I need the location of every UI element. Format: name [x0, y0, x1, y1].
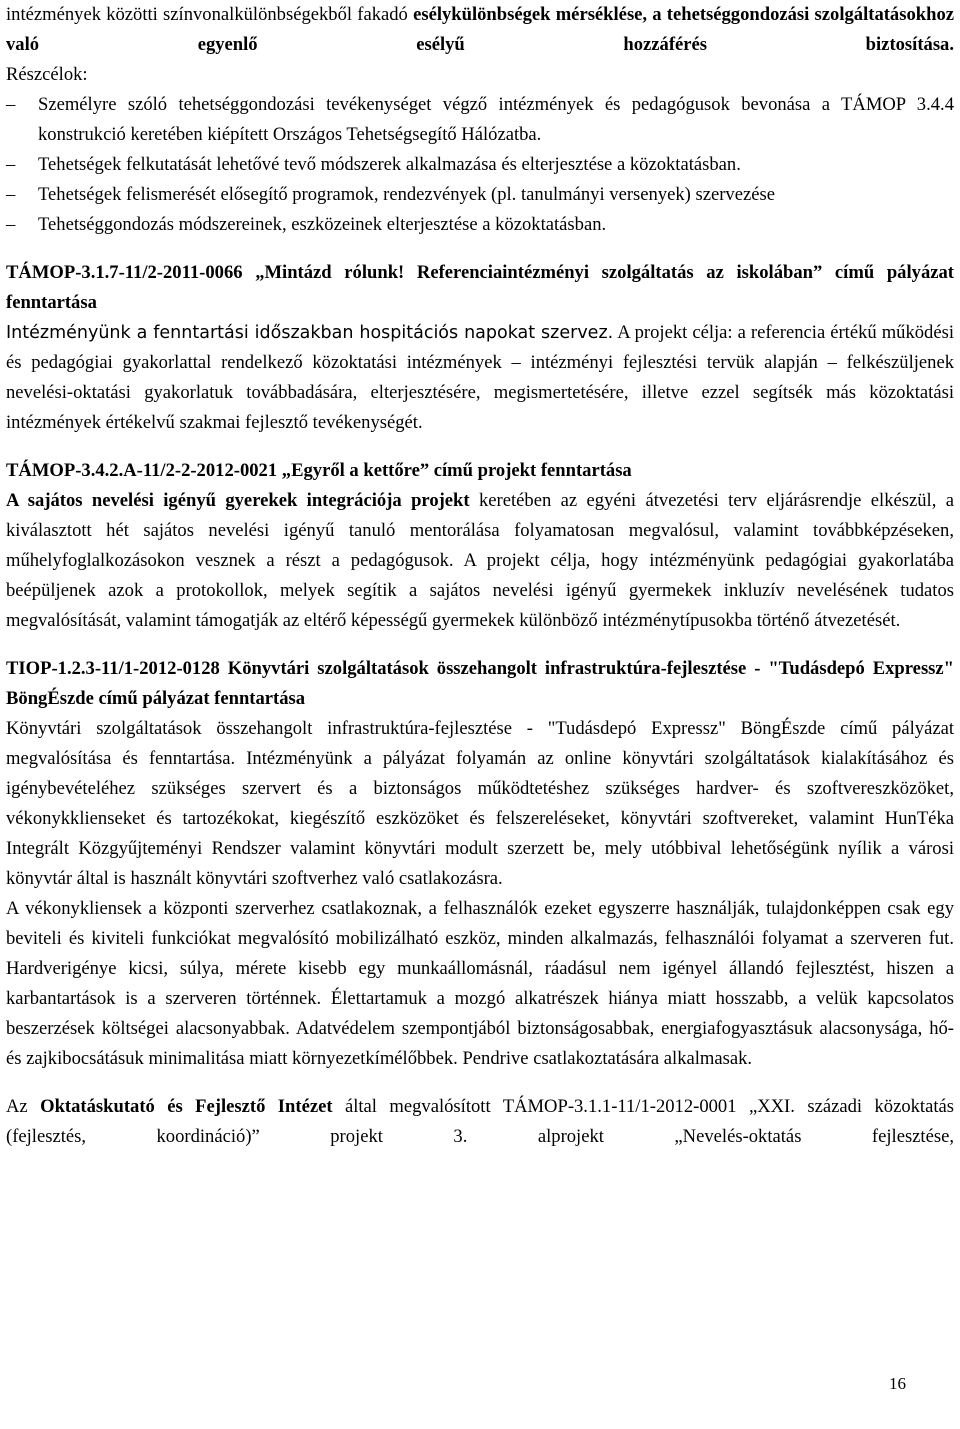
dash-bullet: –	[6, 94, 16, 115]
list-item	[6, 150, 954, 180]
section-body-sans: Intézményünk a fenntartási időszakban hospitációs napokat szervez.	[6, 323, 614, 343]
section-paragraph: A vékonykliensek a központi szerverhez csatlakoznak, a felhasználók ezeket egyszerre használják, tulajdonképpen csak egy beviteli és kiviteli funkciókat megvalósító mobilizálható eszköz, minden alkalmazás, felhasználói folyamat a szerveren fut. Hardverigénye kicsi, súlya, mérete kisebb egy munkaállomásnál, ráadásul nem igényel állandó fejlesztést, hiszen a karbantartások is a szerveren történnek. Élettartamuk a mozgó alkatrészek hiánya miatt hosszabb, a velük kapcsolatos beszerzések költségei alacsonyabbak. Adatvédelem szempontjából biztonságosabbak, energiafogyasztásuk alacsonysága, hő- és zajkibocsátásuk minimalitása miatt környezetkímélőbbek. Pendrive csatlakoztatására alkalmasak.	[6, 898, 954, 1069]
section-suffix: által megvalósított TÁMOP-3.1.1-11/1-2012-0001 „XXI. századi közoktatás (fejlesztés, koordináció)” projekt 3. alprojekt „Nevelés-oktatás fejlesztése,	[6, 1096, 954, 1147]
dash-bullet: –	[6, 184, 16, 205]
section-title: TIOP-1.2.3-11/1-2012-0128 Könyvtári szolgáltatások összehangolt infrastruktúra-fejlesztése - "Tudásdepó Expressz" BöngÉszde című pályázat fenntartása	[6, 658, 954, 709]
dash-bullet: –	[6, 214, 16, 235]
list-item	[6, 90, 954, 150]
subgoals-label: Részcélok:	[6, 64, 88, 85]
section-body-serif: A projekt célja: a referencia értékű működési és pedagógiai gyakorlattal rendelkező közoktatási intézmények – intézményi fejlesztési tervük alapján – felkészüljenek nevelési-oktatási gyakorlatuk továbbadására, elterjesztésére, megismertetésére, illetve ezzel segítsék más közoktatási intézmények értékelvű szakmai fejlesztő tevékenységét.	[6, 322, 955, 433]
dash-bullet: –	[6, 154, 16, 175]
list-item-text: Tehetséggondozás módszereinek, eszközeinek elterjesztése a közoktatásban.	[38, 214, 607, 235]
intro-paragraph	[6, 0, 954, 60]
list-item-text: Személyre szóló tehetséggondozási tevékenységet végző intézmények és pedagógusok bevonása a TÁMOP 3.4.4 konstrukció keretében kiépített Országos Tehetségsegítő Hálózatba.	[38, 94, 954, 145]
page-number: 16	[889, 1374, 906, 1393]
list-item-text: Tehetségek felismerését elősegítő programok, rendezvények (pl. tanulmányi versenyek) szervezése	[38, 184, 775, 205]
section-paragraph	[6, 1092, 954, 1152]
intro-bold-text: esélykülönbségek mérséklése, a tehetséggondozási szolgáltatásokhoz való egyenlő esélyű hozzáférés biztosítása.	[6, 4, 954, 55]
list-item-text: Tehetségek felkutatását lehetővé tevő módszerek alkalmazása és elterjesztése a közoktatásban.	[38, 154, 741, 175]
list-item	[6, 210, 954, 240]
spacer	[6, 240, 954, 258]
list-item	[6, 180, 954, 210]
intro-text: intézmények közötti színvonalkülönbségekből fakadó	[6, 4, 414, 25]
section-title: TÁMOP-3.1.7-11/2-2011-0066 „Mintázd rólunk! Referenciaintézményi szolgáltatás az iskolában” című pályázat fenntartása	[6, 262, 954, 313]
section-body	[6, 318, 954, 438]
document-page	[6, 0, 954, 1152]
section-prefix: Az	[6, 1096, 41, 1117]
spacer	[6, 1074, 954, 1092]
spacer	[6, 438, 954, 456]
section-paragraph: Könyvtári szolgáltatások összehangolt infrastruktúra-fejlesztése - "Tudásdepó Expressz" BöngÉszde című pályázat megvalósítása és fenntartása. Intézményünk a pályázat folyamán az online könyvtári szolgáltatások kialakításához és igénybevételéhez szükséges szervert és a biztonságos működtetéshez szükséges hardver- és szoftvereszközöket, vékonykklienseket és tartozékokat, kiegészítő eszközöket és felszereléseket, könyvtári szoftvereket, valamint HunTéka Integrált Közgyűjteményi Rendszer valamint könyvtári modult szerzett be, mely utóbbival lehetőségünk nyílik a városi könyvtár által is használt könyvtári szoftverhez való csatlakozásra.	[6, 718, 954, 889]
spacer	[6, 636, 954, 654]
section-title: TÁMOP-3.4.2.A-11/2-2-2012-0021 „Egyről a kettőre” című projekt fenntartása	[6, 460, 632, 481]
institute-name: Oktatáskutató és Fejlesztő Intézet	[40, 1096, 333, 1117]
section-body-text: keretében az egyéni átvezetési terv eljárásrendje elkészül, a kiválasztott hét sajátos nevelési igényű tanuló mentorálása folyamatosan megvalósul, valamint továbbképzéseken, műhelyfoglalkozásokon vesznek a részt a pedagógusok. A projekt célja, hogy intézményünk pedagógiai gyakorlatába beépüljenek azok a protokollok, melyek segítik a sajátos nevelési igényű gyermekek inkluzív nevelésének tudatos megvalósítását, valamint támogatják az eltérő képességű gyermekek különböző intézménytípusokba történő átvezetését.	[6, 490, 955, 631]
section-lead-bold: A sajátos nevelési igényű gyerekek integrációja projekt	[6, 490, 470, 511]
section-body	[6, 486, 954, 636]
